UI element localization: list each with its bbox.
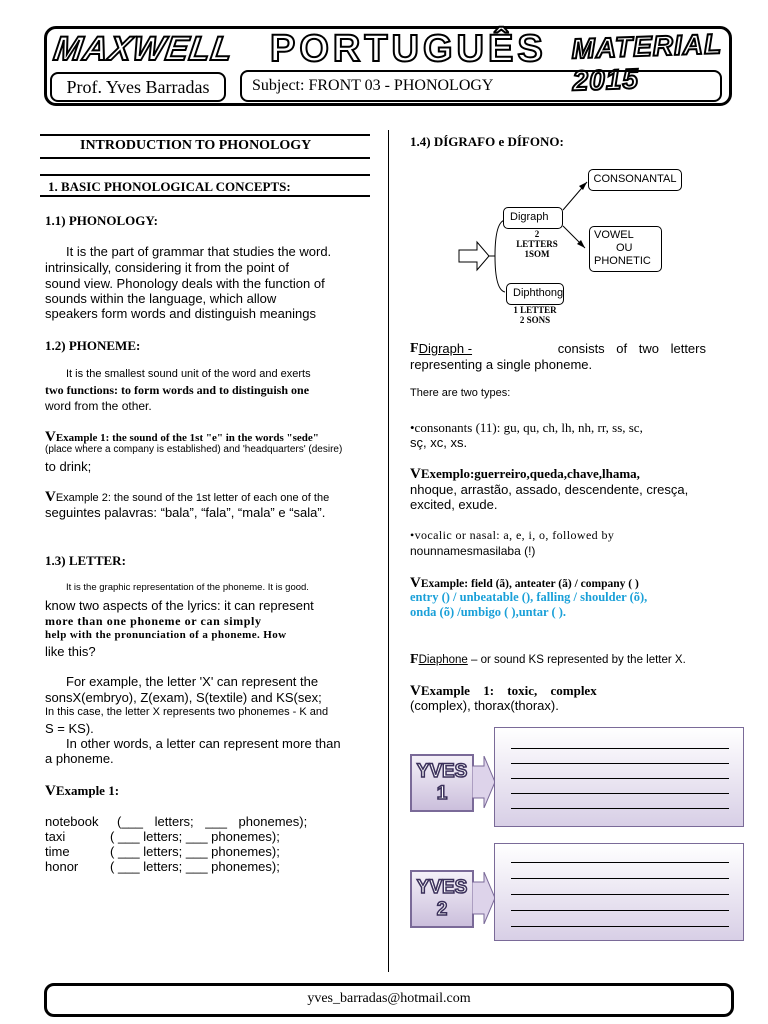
vowel-box xyxy=(589,226,662,272)
digraph-box: Digraph xyxy=(503,207,563,229)
exercise-blank[interactable]: (___ letters; ___ phonemes); xyxy=(117,814,308,829)
exercise-row xyxy=(45,844,375,859)
letter-text-line: know two aspects of the lyrics: it can represent xyxy=(45,598,314,613)
yves-1-badge xyxy=(410,754,474,812)
vocalic-line: •vocalic or nasal: a, e, i, o, followed by xyxy=(410,528,615,542)
letter-x-text-line: S = KS). xyxy=(45,721,94,736)
letter-text-line: help with the pronunciation of a phoneme. How xyxy=(45,629,287,641)
digraph-sub-line: 2 LETTERS xyxy=(516,229,558,249)
letter-text-line: like this? xyxy=(45,644,96,659)
answer-line xyxy=(511,793,729,794)
bullet-f-icon: F xyxy=(410,341,419,356)
answer-line xyxy=(511,894,729,895)
example-consonants-line: excited, exude. xyxy=(410,497,498,512)
answer-line xyxy=(511,910,729,911)
phonology-heading: 1.1) PHONOLOGY: xyxy=(45,213,158,228)
example-consonants-line xyxy=(410,465,640,483)
example-1-line: (place where a company is established) and 'headquarters' (desire) xyxy=(45,444,343,455)
section-1-heading: 1. BASIC PHONOLOGICAL CONCEPTS: xyxy=(48,179,291,194)
yves-2-badge xyxy=(410,870,474,928)
diphthong-sub-line: 2 SONS xyxy=(519,315,551,325)
answer-line xyxy=(511,878,729,879)
vowel-line: VOWEL xyxy=(594,229,634,241)
diaphone-term: Diaphone xyxy=(418,654,468,666)
exercise-row xyxy=(45,814,375,829)
letter-x-text-line: In this case, the letter X represents two phonemes - K and xyxy=(45,706,329,718)
digraph-definition-line: representing a single phoneme. xyxy=(410,357,593,372)
exercise-word: taxi xyxy=(45,829,66,844)
bullet-v-icon: V xyxy=(45,429,56,445)
diphthong-box: Diphthong xyxy=(506,283,564,305)
phonology-text-line: It is the part of grammar that studies the word. xyxy=(66,244,332,259)
bullet-v-icon: V xyxy=(45,783,56,799)
example-vocalic-line: entry () / unbeatable (), falling / shoulder (õ), xyxy=(410,590,648,604)
phoneme-text-line: word from the other. xyxy=(45,399,152,413)
example-1-line: to drink; xyxy=(45,459,92,474)
exercise-table xyxy=(45,814,375,874)
exercise-row xyxy=(45,829,375,844)
digraph-subtitle xyxy=(513,229,561,259)
phonology-text-line: speakers form words and distinguish meanings xyxy=(45,306,316,321)
exercise-blank[interactable]: ( ___ letters; ___ phonemes); xyxy=(110,829,280,844)
arrow-right-icon xyxy=(459,242,489,270)
diphthong-sub-line: 1 LETTER xyxy=(513,305,557,315)
letter-x-text-line: For example, the letter 'X' can represent the xyxy=(66,674,319,689)
phoneme-heading: 1.2) PHONEME: xyxy=(45,338,141,353)
digraph-definition: consists of two letters xyxy=(557,341,706,356)
section-rule-bottom xyxy=(40,195,370,197)
title-rule-top xyxy=(40,134,370,136)
phonology-text-line: sound view. Phonology deals with the function of xyxy=(45,276,325,291)
example-1-text: Example 1: the sound of the 1st "e" in the words "sede" xyxy=(55,432,319,444)
digraph-term: Digraph - xyxy=(418,341,473,356)
logo-portugues: PORTUGUÊS xyxy=(270,28,547,70)
answer-line xyxy=(511,748,729,749)
two-types-text: There are two types: xyxy=(410,387,511,399)
letter-summary-line: a phoneme. xyxy=(45,751,114,766)
bullet-f-icon: F xyxy=(410,652,419,667)
letter-summary-line: In other words, a letter can represent more than xyxy=(66,736,341,751)
digraph-definition-line xyxy=(410,341,706,357)
title-rule-bottom xyxy=(40,157,370,159)
example-diaphone-line: (complex), thorax(thorax). xyxy=(410,698,559,713)
yves-2-answer-lines[interactable] xyxy=(494,843,744,941)
footer-email: yves_barradas@hotmail.com xyxy=(44,983,734,1017)
answer-line xyxy=(511,926,729,927)
answer-line xyxy=(511,778,729,779)
bullet-v-icon: V xyxy=(45,489,56,505)
letter-heading: 1.3) LETTER: xyxy=(45,553,126,568)
bullet-v-icon: V xyxy=(410,683,421,699)
letter-x-text-line: sonsX(embryo), Z(exam), S(textile) and KS(sex; xyxy=(45,690,322,705)
letter-text-line: It is the graphic representation of the phoneme. It is good. xyxy=(66,582,309,593)
subject-title: Subject: FRONT 03 - PHONOLOGY xyxy=(240,70,722,102)
exercise-blank[interactable]: ( ___ letters; ___ phonemes); xyxy=(110,844,280,859)
phonology-text-line: intrinsically, considering it from the point of xyxy=(45,260,289,275)
vowel-line: OU xyxy=(616,242,633,254)
yves-1-answer-lines[interactable] xyxy=(494,727,744,827)
professor-name: Prof. Yves Barradas xyxy=(50,72,226,102)
consonants-line: sç, xc, xs. xyxy=(410,435,468,450)
vocalic-line: nounnamesmasilaba (!) xyxy=(410,544,536,558)
logo-material-2015: MATERIAL 2015 xyxy=(570,28,723,97)
diphthong-subtitle xyxy=(510,305,560,325)
example-consonants-text: Exemplo:guerreiro,queda,chave,lhama, xyxy=(420,466,640,481)
example-2-text: Example 2: the sound of the 1st letter of each one of the xyxy=(55,492,330,504)
phonology-text-line: sounds within the language, which allow xyxy=(45,291,277,306)
example-diaphone-text: Example 1: toxic, complex xyxy=(420,683,597,698)
example-vocalic-text: Example: field (ã), anteater (ã) / company ( ) xyxy=(420,578,639,590)
answer-line xyxy=(511,808,729,809)
yves-2-arrow-icon xyxy=(472,872,496,924)
yves-2-label: YVES xyxy=(416,877,468,898)
example-3-heading xyxy=(45,782,119,800)
exercise-word: time xyxy=(45,844,70,859)
consonants-line: •consonants (11): gu, qu, ch, lh, nh, rr, ss, sc, xyxy=(410,420,643,435)
yves-1-arrow-icon xyxy=(472,756,496,808)
bullet-v-icon: V xyxy=(410,466,421,482)
example-consonants-line: nhoque, arrastão, assado, descendente, cresça, xyxy=(410,482,689,497)
arrowhead-icon xyxy=(579,182,587,190)
example-3-title: Example 1: xyxy=(55,783,120,798)
exercise-word: honor xyxy=(45,859,79,874)
yves-2-number: 2 xyxy=(436,899,448,920)
phoneme-text-line: It is the smallest sound unit of the word and exerts xyxy=(66,368,311,380)
page-title: INTRODUCTION TO PHONOLOGY xyxy=(80,138,312,153)
example-2-line xyxy=(45,488,329,506)
vowel-line: PHONETIC xyxy=(594,255,651,267)
diaphone-line xyxy=(410,652,686,668)
phoneme-text-line: two functions: to form words and to distinguish one xyxy=(45,383,310,397)
example-2-line: seguintes palavras: “bala”, “fala”, “mala” e “sala”. xyxy=(45,505,326,520)
answer-line xyxy=(511,862,729,863)
yves-1-label: YVES xyxy=(416,761,468,782)
section-rule-top xyxy=(40,174,370,176)
logo-maxwell: MAXWELL xyxy=(51,30,236,68)
digraph-diphone-heading: 1.4) DÍGRAFO e DÍFONO: xyxy=(410,134,564,149)
bullet-v-icon: V xyxy=(410,575,421,591)
diaphone-definition: – or sound KS represented by the letter X. xyxy=(467,654,686,666)
exercise-blank[interactable]: ( ___ letters; ___ phonemes); xyxy=(110,859,280,874)
answer-line xyxy=(511,763,729,764)
column-divider xyxy=(388,130,389,972)
letter-text-line: more than one phoneme or can simply xyxy=(45,614,262,628)
brace-connector xyxy=(495,220,505,292)
yves-1-number: 1 xyxy=(436,783,448,804)
consonantal-box: CONSONANTAL xyxy=(588,169,682,191)
example-vocalic-line: onda (õ) /umbigo ( ),untar ( ). xyxy=(410,605,567,619)
digraph-sub-line: 1SOM xyxy=(524,249,550,259)
exercise-word: notebook xyxy=(45,814,99,829)
exercise-row xyxy=(45,859,375,874)
